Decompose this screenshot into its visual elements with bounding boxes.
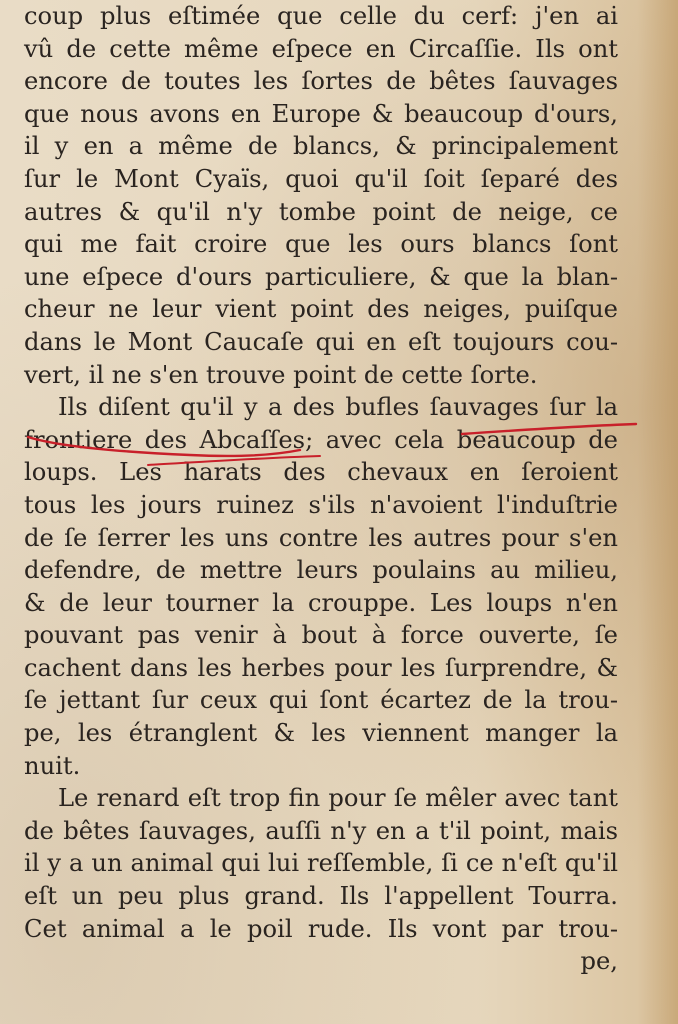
text-line: & de leur tourner la crouppe. Les loups n'en <box>24 588 618 617</box>
catchword: pe, <box>580 947 618 976</box>
text-line: cheur ne leur vient point des neiges, puiſque <box>24 295 618 324</box>
text-line: loups. Les harats des chevaux en ſeroient <box>24 458 618 487</box>
text-line: une eſpece d'ours particuliere, & que la blan- <box>24 262 618 291</box>
text-line: eſt un peu plus grand. Ils l'appellent Tourra. <box>24 882 618 911</box>
text-line: pouvant pas venir à bout à force ouverte, ſe <box>24 621 618 650</box>
text-line: ſur le Mont Cyaïs, quoi qu'il ſoit ſeparé des <box>24 164 618 193</box>
text-line: coup plus eſtimée que celle du cerf: j'en ai <box>24 2 618 30</box>
text-line: de bêtes ſauvages, auſſi n'y en a t'il point, mais <box>24 816 618 845</box>
text-line: cachent dans les herbes pour les ſurprendre, & <box>24 653 618 682</box>
text-line: pe, les étranglent & les viennent manger la <box>24 719 618 748</box>
text-line: encore de toutes les ſortes de bêtes ſauvages <box>24 67 618 96</box>
text-line: nuit. <box>24 751 81 780</box>
text-line: il y a un animal qui lui reſſemble, ſi ce n'eſt qu'il <box>24 849 618 878</box>
paragraph-start-line: Ils diſent qu'il y a des bufles ſauvages ſur la <box>58 393 618 422</box>
text-line: ſe jettant ſur ceux qui ſont écartez de la trou- <box>24 686 618 715</box>
body-text <box>24 0 618 978</box>
text-line: frontiere des Abcaſſes; avec cela beaucoup de <box>24 425 618 454</box>
text-line: Cet animal a le poil rude. Ils vont par trou- <box>24 914 618 943</box>
text-line: tous les jours ruinez s'ils n'avoient l'induſtrie <box>24 490 618 519</box>
text-line: de ſe ſerrer les uns contre les autres pour s'en <box>24 523 618 552</box>
text-line: vû de cette même eſpece en Circaſſie. Ils ont <box>24 34 618 63</box>
text-line: defendre, de mettre leurs poulains au milieu, <box>24 556 618 585</box>
text-line: vert, il ne s'en trouve point de cette ſorte. <box>24 360 538 389</box>
text-line: il y en a même de blancs, & principalement <box>24 132 618 161</box>
text-line: autres & qu'il n'y tombe point de neige, ce <box>24 197 618 226</box>
text-line: qui me fait croire que les ours blancs ſont <box>24 230 618 259</box>
paragraph-start-line: Le renard eſt trop fin pour ſe mêler avec tant <box>58 784 618 813</box>
text-line: dans le Mont Caucaſe qui en eſt toujours cou- <box>24 327 618 356</box>
text-line: que nous avons en Europe & beaucoup d'ours, <box>24 99 618 128</box>
